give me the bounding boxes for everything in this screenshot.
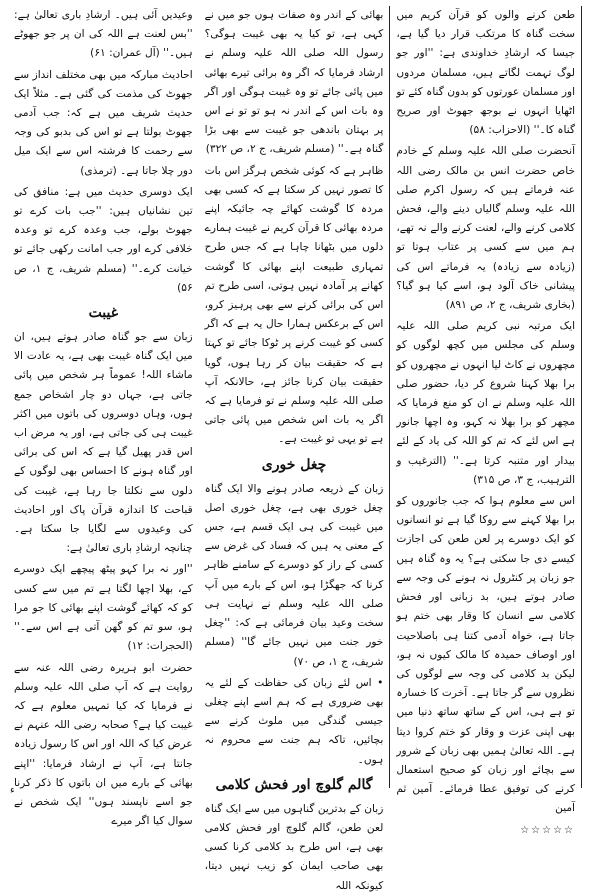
paragraph: ''اور نہ برا کہو پیٹھ پیچھے ایک دوسرے کے، بھلا اچھا لگتا ہے تم میں سے کسی کو کہ کھائے گوشت اپنے بھائی کا جو مرا ہو، سو تم کو گھن آتی ہے اس سے۔'' (الحجرات: ۱۲) (14, 563, 193, 653)
column-middle (199, 6, 391, 892)
paragraph: احادیث مبارکہ میں بھی مختلف انداز سے جھوٹ کی مذمت کی گئی ہے۔ مثلاً ایک حدیث شریف میں ہے کہ: جب آدمی جھوٹ بولتا ہے تو اس کی بدبو کی وجہ سے رحمت کا فرشتہ اس سے ایک میل دور چلا جاتا ہے۔ (ترمذی) (14, 68, 193, 177)
section-heading-gheebat: غیبت (88, 305, 119, 322)
page-corner-mark: ء (10, 785, 15, 796)
paragraph: زبان کے بدترین گناہوں میں سے ایک گناہ لعن طعن، گالم گلوچ اور فحش کلامی بھی ہے، اس طرح بد کلامی کرنا کسی بھی صاحب ایمان کو زیب نہیں دیتا، کیونکہ اللہ (204, 802, 384, 892)
paragraph: ایک دوسری حدیث میں ہے: منافق کی تین نشانیاں ہیں: ''جب بات کرے تو جھوٹ بولے، جب وعدہ کرے تو وعدہ خلافی کرے اور جب امانت رکھی جائے تو خیانت کرے۔'' (مسلم شریف، ج ۱، ص ۵۶) (14, 185, 193, 294)
paragraph: ایک مرتبہ نبی کریم صلی اللہ علیہ وسلم کی مجلس میں کچھ لوگوں کو مچھروں نے کاٹ لیا انہوں نے مچھروں کو برا بھلا کہنا شروع کر دیا، حضور صلی اللہ علیہ وسلم نے ان کو منع فرمایا کہ مچھر کو برا بھلا نہ کہو، وہ اچھا جانور ہے اس لئے کہ تم کو اللہ کی یاد کے لئے بیدار اور متنبہ کرتا ہے۔'' (الترغیب و الترہیب، ج ۳، ص ۳۱۵) (396, 320, 576, 486)
column-left (390, 6, 582, 836)
paragraph: ظاہر ہے کہ کوئی شخص ہرگز اس بات کا تصور نہیں کر سکتا ہے کہ کسی بھی مردہ کا گوشت کھائے چہ جائیکہ اپنے مردہ بھائی کا قرآن کریم نے غیبت ہمارے دلوں میں بٹھانا چاہا ہے کہ جس طرح تمہاری طبیعت اپنے بھائی کا گوشت کھانے پر آمادہ نہیں ہوتی، اسی طرح تم اس کی برائی کرنے سے بھی پرہیز کرو، اس کے برعکس ہمارا حال یہ ہے کہ اگر کسی کو غیبت کرنے پر ٹوکا جائے تو کہتا ہے کہ حقیقت بیان کر رہا ہوں، گویا حقیقت بیان کرنا جائز ہے، حالانکہ آپ صلی اللہ علیہ وسلم نے تو فرمایا ہے کہ اگر یہ بات اس شخص میں پائی جاتی ہے تو یہی تو غیبت ہے۔ (204, 164, 384, 446)
column-right (8, 6, 199, 828)
paragraph: زبان سے جو گناہ صادر ہوتے ہیں، ان میں ایک گناہ غیبت بھی ہے، یہ عادت الا ماشاء اللہ! عموماً ہر شخص میں پائی جاتی ہے، جہاں دو چار اشخاص جمع ہوں، وہاں دوسروں کی باتوں میں اکثر غیبت ہی کی جاتی ہے، اور یہ مرض اب اس قدر پھیل گیا ہے کہ اس کی برائی اور گناہ ہونے کا احساس بھی لوگوں کے دلوں سے نکلتا جا رہا ہے، غیبت کی قباحت کا اندازہ قرآن پاک اور احادیث کی وعیدوں سے لگایا جا سکتا ہے۔ چنانچہ ارشادِ باری تعالیٰ ہے: (14, 331, 193, 555)
paragraph: • اس لئے زبان کی حفاظت کے لئے یہ بھی ضروری ہے کہ ہم اسے اپنے چغلی جیسی گندگی میں ملوث کرنے سے بچائیں، تاکہ ہم جنت سے محروم نہ ہوں۔ (204, 676, 384, 766)
paragraph: وعیدیں آئی ہیں۔ ارشادِ باری تعالیٰ ہے: ''بس لعنت ہے اللہ کی ان پر جو جھوٹے ہیں۔'' (آل عمران: ۶۱) (14, 9, 193, 60)
paragraph: آنحضرت صلی اللہ علیہ وسلم کے خادم خاص حضرت انس بن مالک رضی اللہ عنہ فرماتے ہیں کہ رسول اکرم صلی اللہ علیہ وسلم گالیاں دینے والے، فحش کلامی کرنے والے، لعنت کرنے والے نہ تھے، ہم میں سے کسی پر عتاب ہوتا تو (زیادہ سے زیادہ) یہ فرماتے اس کی پیشانی خاک آلود ہو، اسے کیا ہو گیا؟ (بخاری شریف، ج ۲، ص ۸۹۱) (396, 145, 576, 312)
paragraph: زبان کے ذریعہ صادر ہونے والا ایک گناہ چغل خوری بھی ہے، چغل خوری اصل میں غیبت کی ہی ایک قسم ہے، جس کے معنی یہ ہیں کہ فساد کی غرض سے کسی کے راز کو دوسرے کے سامنے ظاہر کرنا کہ جھگڑا ہو، اس کے بارے میں آپ صلی اللہ علیہ وسلم نے نہایت ہی سخت وعید بیان فرمائی ہے کہ: ''چغل خور جنت میں نہیں جائے گا'' (مسلم شریف، ج ۱، ص ۷۰) (204, 482, 384, 668)
paragraph: بھائی کے اندر وہ صفات ہوں جو میں نے کہی ہے، تو کیا یہ بھی غیبت ہوگی؟ رسول اللہ صلی اللہ علیہ وسلم نے ارشاد فرمایا کہ اگر وہ برائی تیرے بھائی میں پائی جائے تو وہ غیبت ہوگی اور اگر وہ بات اس کے اندر نہ ہو تو تو نے اس پر بہتان باندھی جو غیبت سے بھی بڑا گناہ ہے۔'' (مسلم شریف، ج ۲، ص ۳۲۲) (204, 9, 384, 156)
paragraph: اس سے معلوم ہوا کہ جب جانوروں کو برا بھلا کہنے سے روکا گیا ہے تو انسانوں کو ایک دوسرے پر لعن طعن کی اجازت کیسے دی جا سکتی ہے؟ یہ وہ گناہ ہیں جو زبان پر کنٹرول نہ ہونے کی وجہ سے صادر ہوتے ہیں، بد زبانی اور فحش کلامی سے انسان کا وقار بھی ختم ہو جاتا ہے، خواہ آدمی کتنا ہی باصلاحیت اور اوصاف حمیدہ کا مالک کیوں نہ ہو، لیکن بد کلامی کی وجہ سے لوگوں کی نظروں سے گر جاتا ہے۔ آخرت کا خسارہ تو ہے ہی، اس کے ساتھ ساتھ دنیا میں بھی اپنی عزت و وقار کو ختم کروا دیتا ہے۔ اللہ تعالیٰ ہمیں بھی زبان کے شرور سے بچائے اور زبان کو صحیح استعمال کرنے کی توفیق عطا فرمائے۔ آمین ثم آمین (396, 495, 576, 815)
section-heading-chughal-khori: چغل خوری (261, 456, 327, 473)
section-heading-galam-galoch: گالم گلوچ اور فحش کلامی (215, 776, 373, 793)
end-stars: ☆☆☆☆☆ (520, 824, 576, 836)
paragraph: طعن کرنے والوں کو قرآن کریم میں سخت گناہ کا مرتکب قرار دیا گیا ہے، جیسا کہ ارشادِ خداوندی ہے: ''اور جو لوگ تہمت لگاتے ہیں، مسلمان مردوں اور مسلمان عورتوں کو بدون گناہ کئے تو اٹھایا انہوں نے بوجھ جھوٹ اور صریح گناہ کا۔'' (الاحزاب: ۵۸) (396, 9, 576, 137)
paragraph: حضرت ابو ہریرہ رضی اللہ عنہ سے روایت ہے کہ آپ صلی اللہ علیہ وسلم نے فرمایا کہ کیا تمہیں معلوم ہے کہ غیبت کیا ہے؟ صحابہ رضی اللہ عنہم نے عرض کیا کہ اللہ اور اس کا رسول زیادہ جانتا ہے، آپ نے ارشاد فرمایا: ''اپنے بھائی کے بارے میں ان باتوں کا ذکر کرنا جو اسے ناپسند ہوں'' ایک شخص نے سوال کیا اگر میرے (14, 661, 193, 828)
